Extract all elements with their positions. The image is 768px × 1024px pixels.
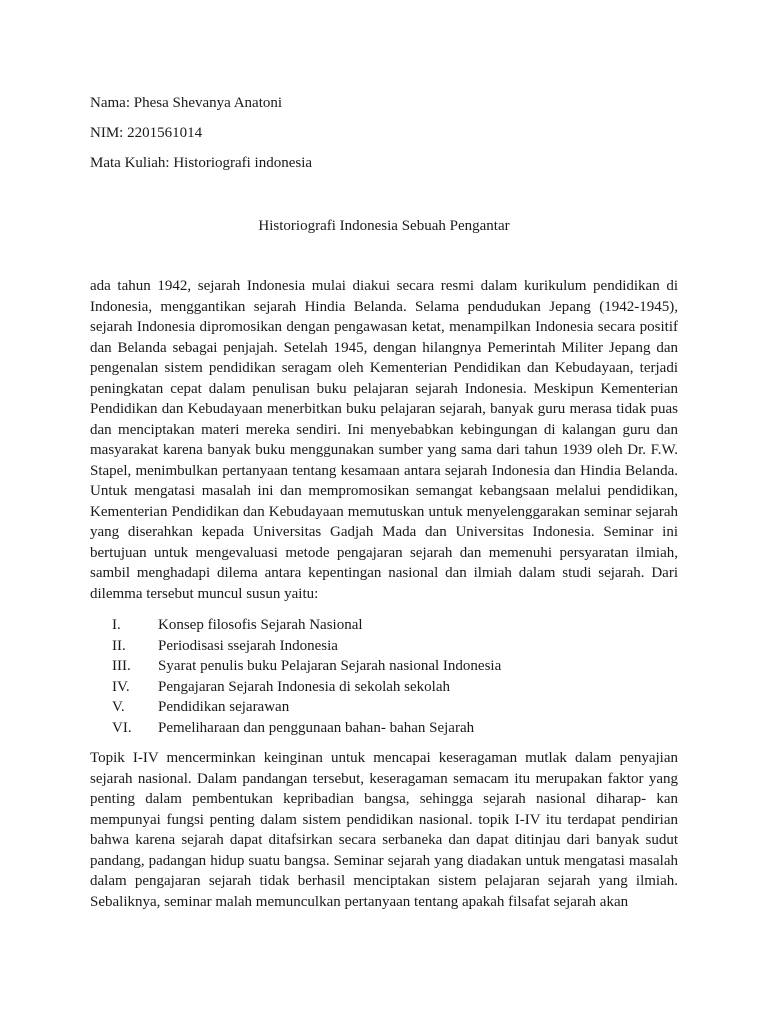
list-item-number: III. (112, 658, 131, 674)
list-item (90, 697, 678, 718)
list-item-text: Pemeliharaan dan penggunaan bahan- bahan Sejarah (158, 719, 475, 736)
list-item-number: I. (112, 617, 121, 633)
list-item-text: Syarat penulis buku Pelajaran Sejarah nasional Indonesia (158, 658, 502, 674)
document-title: Historiografi Indonesia Sebuah Pengantar (258, 218, 510, 234)
list-item-text: Pengajaran Sejarah Indonesia di sekolah sekolah (158, 678, 450, 695)
student-nim: NIM: 2201561014 (90, 125, 203, 141)
list-item-number: V. (112, 699, 125, 715)
list-item-number: VI. (112, 719, 132, 736)
list-item-number: IV. (112, 678, 130, 695)
list-item (90, 615, 678, 636)
list-item (90, 677, 678, 698)
list-item (90, 718, 678, 739)
topic-list (90, 615, 678, 738)
list-item (90, 636, 678, 657)
student-name: Nama: Phesa Shevanya Anatoni (90, 95, 283, 111)
course-name: Mata Kuliah: Historiografi indonesia (90, 155, 313, 171)
paragraph-topics-analysis: Topik I-IV mencerminkan keinginan untuk mencapai keseragaman mutlak dalam penyajian sejarah nasional. Dalam pandangan tersebut, keseragaman semacam itu merupakan faktor yang penting dalam pembentukan kepribadian bangsa, sehingga sejarah nasional diharap- kan mempunyai fungsi penting dalam sistem pendidikan nasional. topik I-IV itu terdapat pendirian bahwa karena sejarah dapat ditafsirkan secara serbaneka dan dapat ditinjau dari banyak sudut pandang, padangan hidup suatu bangsa. Seminar sejarah yang diadakan untuk mengatasi masalah dalam pengajaran sejarah tidak berhasil menciptakan sistem pelajaran sejarah yang ilmiah. Sebaliknya, seminar malah memunculkan pertanyaan tentang apakah filsafat sejarah akan (90, 750, 678, 910)
list-item-text: Konsep filosofis Sejarah Nasional (158, 617, 363, 633)
list-item-text: Pendidikan sejarawan (158, 699, 290, 715)
list-item-number: II. (112, 637, 126, 654)
paragraph-intro: ada tahun 1942, sejarah Indonesia mulai diakui secara resmi dalam kurikulum pendidikan di Indonesia, menggantikan sejarah Hindia Belanda. Selama pendudukan Jepang (1942-1945), sejarah Indonesia dipromosikan dengan pengawasan ketat, menampilkan Indonesia secara positif dan Belanda sebagai penjajah. Setelah 1945, dengan hilangnya Pemerintah Militer Jepang dan pengenalan sistem pendidikan seragam oleh Kementerian Pendidikan dan Kebudayaan, terjadi peningkatan cepat dalam penulisan buku pelajaran sejarah Indonesia. Meskipun Kementerian Pendidikan dan Kebudayaan menerbitkan buku pelajaran sejarah, banyak guru merasa tidak puas dan menciptakan materi mereka sendiri. Ini menyebabkan kebingungan di kalangan guru dan masyarakat karena banyak buku menggunakan sumber yang sama dari tahun 1939 oleh Dr. F.W. Stapel, menimbulkan pertanyaan tentang kesamaan antara sejarah Indonesia dan Hindia Belanda. Untuk mengatasi masalah ini dan mempromosikan semangat kebangsaan melalui pendidikan, Kementerian Pendidikan dan Kebudayaan memutuskan untuk menyelenggarakan seminar sejarah yang diserahkan kepada Universitas Gadjah Mada dan Universitas Indonesia. Seminar ini bertujuan untuk mengevaluasi metode pengajaran sejarah dan memenuhi persyaratan ilmiah, sambil menghadapi dilema antara kepentingan nasional dan ilmiah dalam studi sejarah. Dari dilemma tersebut muncul susun yaitu: (90, 278, 678, 602)
list-item-text: Periodisasi ssejarah Indonesia (158, 637, 338, 654)
list-item (90, 656, 678, 677)
